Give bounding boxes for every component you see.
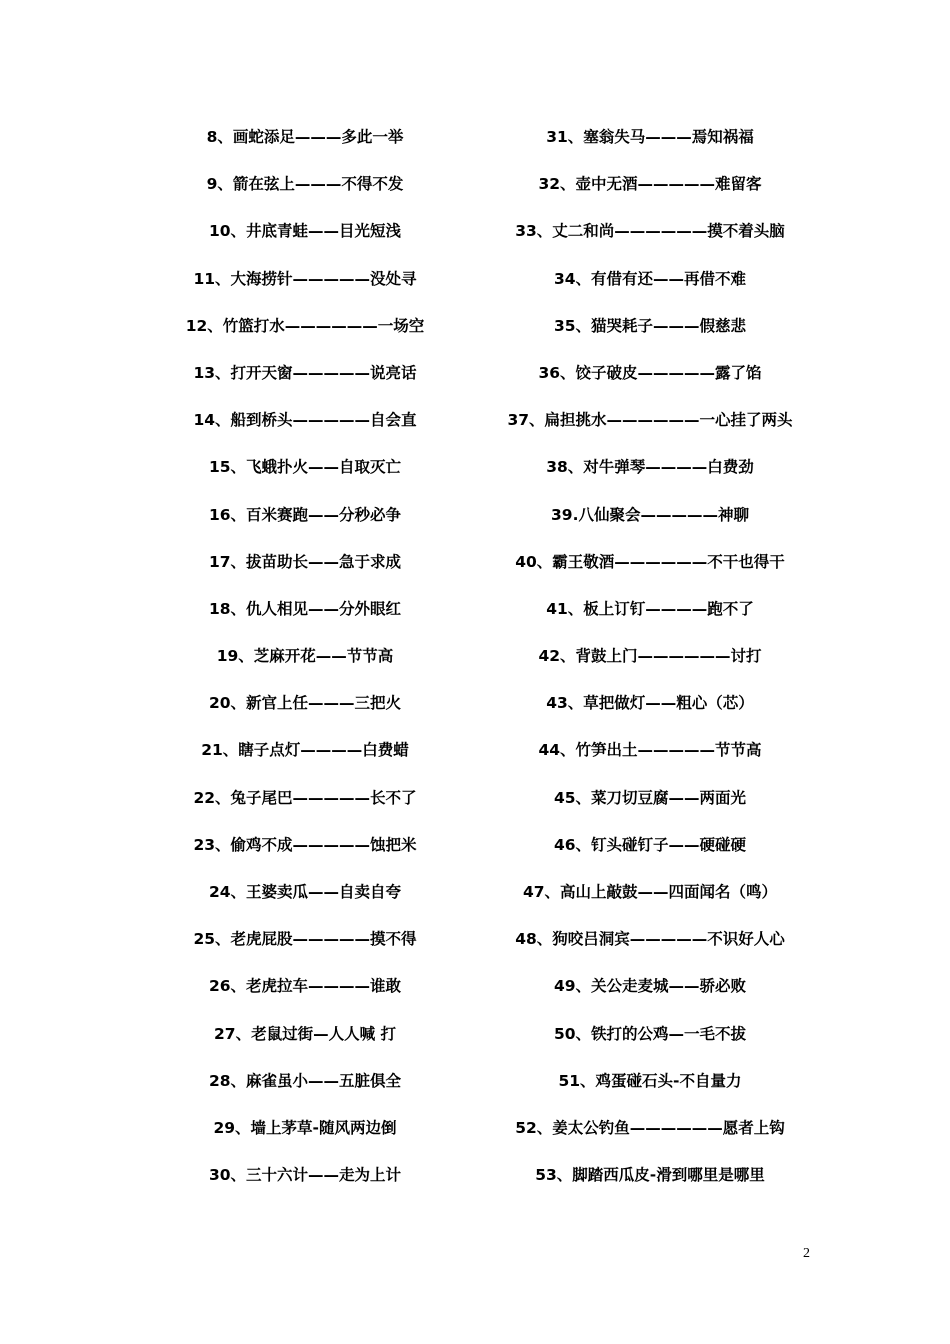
- list-item: 12、竹篮打水——————一场空: [185, 316, 425, 335]
- list-item: 42、背鼓上门——————讨打: [538, 647, 762, 666]
- list-item: 35、猫哭耗子———假慈悲: [553, 316, 747, 335]
- list-item: 30、三十六计——走为上计: [208, 1166, 402, 1185]
- list-item: 23、偷鸡不成—————蚀把米: [193, 835, 417, 854]
- list-item: 26、老虎拉车————谁敢: [208, 977, 402, 996]
- list-item: 17、拔苗助长——急于求成: [208, 552, 402, 571]
- list-item: 14、船到桥头—————自会直: [193, 411, 417, 430]
- list-item: 25、老虎屁股—————摸不得: [193, 930, 417, 949]
- list-item: 34、有借有还——再借不难: [553, 269, 747, 288]
- list-item: 11、大海捞针—————没处寻: [193, 269, 417, 288]
- page-number: 2: [803, 1246, 810, 1261]
- list-item: 47、高山上敲鼓——四面闻名（鸣）: [522, 883, 778, 901]
- list-item: 48、狗咬吕洞宾—————不识好人心: [515, 930, 785, 949]
- list-item: 51、鸡蛋碰石头-不自量力: [558, 1071, 742, 1090]
- list-item: 15、飞蛾扑火——自取灭亡: [208, 458, 402, 477]
- left-column: [150, 120, 460, 1205]
- list-item: 29、墙上茅草-随风两边倒: [213, 1118, 397, 1137]
- list-item: 28、麻雀虽小——五脏俱全: [208, 1071, 402, 1090]
- list-item: 45、菜刀切豆腐——两面光: [553, 788, 747, 807]
- list-item: 37、扁担挑水——————一心挂了两头: [507, 411, 793, 430]
- list-item: 21、瞎子点灯————白费蜡: [201, 741, 409, 760]
- list-item: 52、姜太公钓鱼——————愿者上钩: [515, 1118, 785, 1137]
- list-item: 19、芝麻开花——节节高: [216, 647, 394, 666]
- list-item: 13、打开天窗—————说亮话: [193, 363, 417, 382]
- list-item: 20、新官上任———三把火: [208, 694, 402, 713]
- list-item: 44、竹笋出土—————节节高: [538, 741, 762, 760]
- list-item: 43、草把做灯——粗心（芯）: [546, 694, 754, 713]
- list-item: 39.八仙聚会—————神聊: [551, 505, 749, 524]
- list-item: 49、关公走麦城——骄必败: [553, 977, 747, 996]
- list-item: 16、百米赛跑——分秒必争: [208, 505, 402, 524]
- list-item: 22、兔子尾巴—————长不了: [193, 788, 417, 807]
- list-item: 32、壶中无酒—————难留客: [538, 175, 762, 194]
- list-item: 33、丈二和尚——————摸不着头脑: [515, 222, 785, 241]
- list-item: 27、老鼠过街—人人喊 打: [214, 1024, 396, 1043]
- list-item: 40、霸王敬酒——————不干也得干: [515, 552, 785, 571]
- list-item: 31、塞翁失马———焉知祸福: [546, 128, 754, 146]
- list-item: 10、井底青蛙——目光短浅: [208, 222, 402, 241]
- list-item: 41、板上订钉————跑不了: [546, 599, 754, 618]
- right-column: [490, 120, 810, 1205]
- list-item: 46、钉头碰钉子——硬碰硬: [553, 835, 747, 854]
- list-item: 24、王婆卖瓜——自卖自夸: [208, 883, 402, 901]
- list-item: 8、画蛇添足———多此一举: [206, 128, 404, 146]
- list-item: 53、脚踏西瓜皮-滑到哪里是哪里: [535, 1166, 765, 1185]
- list-item: 50、铁打的公鸡—一毛不拔: [553, 1024, 747, 1043]
- list-item: 38、对牛弹琴————白费劲: [546, 458, 754, 477]
- list-item: 18、仇人相见——分外眼红: [208, 599, 402, 618]
- list-item: 36、饺子破皮—————露了馅: [538, 363, 762, 382]
- list-item: 9、箭在弦上———不得不发: [206, 175, 404, 194]
